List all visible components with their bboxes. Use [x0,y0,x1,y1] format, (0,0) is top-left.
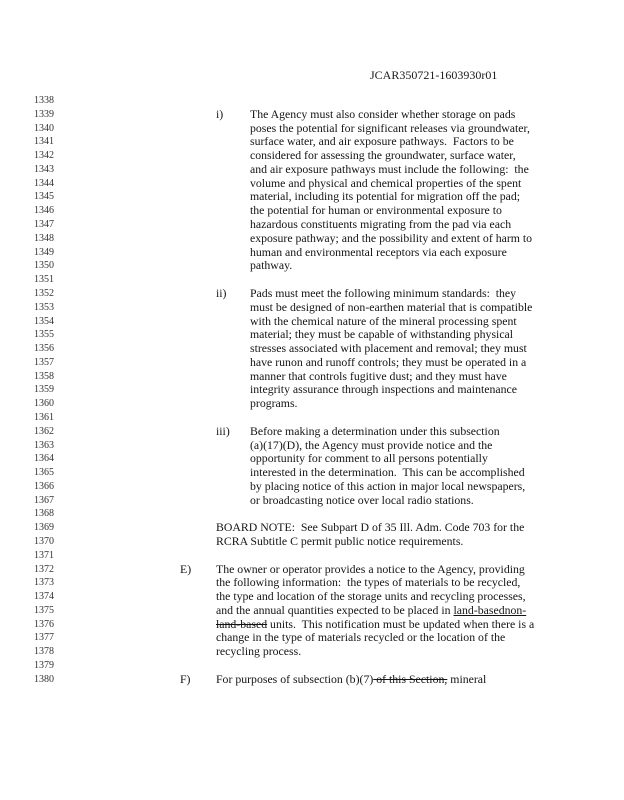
text-run: units. This notification must be updated when there is a [267,616,535,631]
line-number: 1349 [34,246,54,258]
line-text [250,342,527,356]
document-line [0,397,624,411]
deleted-text: land-based [216,616,268,631]
line-number: 1363 [34,439,54,451]
line-text [216,590,526,604]
line-number: 1376 [34,618,54,630]
text-run: integrity assurance through inspections and maintenance [250,382,517,397]
line-text [250,232,532,246]
line-number: 1371 [34,549,54,561]
document-body [0,94,624,687]
line-number: 1358 [34,370,54,382]
line-text [216,535,463,549]
deleted-text: of this Section, [373,671,448,686]
line-text [250,439,492,453]
line-text [250,383,517,397]
blank-line [0,507,624,521]
line-text [216,645,301,659]
blank-line [0,549,624,563]
line-text [250,328,513,342]
line-text [250,190,520,204]
line-number: 1375 [34,604,54,616]
line-text [250,204,502,218]
text-run: with the chemical nature of the mineral processing spent [250,313,517,328]
document-line [0,645,624,659]
text-run: stresses associated with placement and removal; they must [250,341,527,356]
document-line [0,135,624,149]
document-line [0,259,624,273]
line-number: 1344 [34,177,54,189]
document-line [0,535,624,549]
document-id-header: JCAR350721-1603930r01 [370,68,498,82]
text-run: Before making a determination under this subsection [250,423,500,438]
text-run: Pads must meet the following minimum standards: they [250,285,517,300]
text-run: by placing notice of this action in major local newspapers, [250,478,526,493]
document-line [0,232,624,246]
text-run: mineral [447,671,487,686]
line-text [250,480,525,494]
blank-line [0,659,624,673]
text-run: RCRA Subtitle C permit public notice requirements. [216,534,464,548]
text-run: material, including its potential for migration off the pad; [250,189,521,204]
line-text [250,397,298,411]
item-label: ii) [216,285,227,300]
text-run: poses the potential for significant releases via groundwater, [250,120,530,135]
document-line [0,149,624,163]
text-run: surface water, and air exposure pathways. Factors to be [250,134,514,149]
line-number: 1368 [34,508,54,520]
document-line [0,439,624,453]
document-line [0,328,624,342]
line-text [216,521,524,535]
document-line [0,177,624,191]
document-line [0,631,624,645]
line-number: 1367 [34,494,54,506]
document-line [0,356,624,370]
line-number: 1379 [34,660,54,672]
line-number: 1347 [34,219,54,231]
text-run: hazardous constituents migrating from the pad via each [250,217,512,232]
line-number: 1351 [34,274,54,286]
line-text [216,618,534,632]
text-run: have runon and runoff controls; they must be operated in a [250,354,527,369]
line-text [250,356,526,370]
line-number: 1353 [34,301,54,313]
line-text [250,218,511,232]
line-number: 1366 [34,480,54,492]
item-label: E) [180,561,192,576]
document-line [0,246,624,260]
item-label: F) [180,671,191,686]
line-text [250,259,292,273]
line-number: 1372 [34,563,54,575]
document-line [0,590,624,604]
text-run: exposure pathway; and the possibility and extent of harm to [250,230,533,245]
text-run: programs. [250,396,298,411]
line-number: 1341 [34,136,54,148]
text-run: the type and location of the storage units and recycling processes, [216,589,526,604]
line-number: 1357 [34,356,54,368]
line-text [250,177,521,191]
line-number: 1354 [34,315,54,327]
text-run: BOARD NOTE: See Subpart D of 35 Ill. Adm. Code 703 for the [216,520,525,535]
line-number: 1373 [34,577,54,589]
document-line [0,287,624,301]
document-line [0,618,624,632]
blank-line [0,273,624,287]
line-text [216,673,486,687]
line-number: 1356 [34,343,54,355]
text-run: (a)(17)(D), the Agency must provide notice and the [250,437,493,452]
document-line [0,190,624,204]
document-line [0,452,624,466]
item-label: i) [216,106,224,121]
text-run: and air exposure pathways must include the following: the [250,161,529,176]
text-run: material; they must be capable of withstanding physical [250,327,514,342]
line-text [250,315,517,329]
document-line [0,301,624,315]
text-run: considered for assessing the groundwater, surface water, [250,148,516,163]
line-text [216,563,525,577]
item-label: iii) [216,423,230,438]
text-run: human and environmental receptors via each exposure [250,244,507,259]
line-text [250,452,488,466]
line-text [216,604,526,618]
document-line [0,425,624,439]
line-number: 1348 [34,232,54,244]
line-number: 1355 [34,329,54,341]
text-run: change in the type of materials recycled or the location of the [216,630,506,645]
line-text [250,122,530,136]
line-number: 1364 [34,453,54,465]
line-number: 1378 [34,646,54,658]
text-run: and the annual quantities expected to be placed in [216,602,454,617]
text-run: or broadcasting notice over local radio stations. [250,492,474,507]
line-text [250,149,516,163]
document-line [0,576,624,590]
text-run: opportunity for comment to all persons potentially [250,451,488,466]
text-run: must be designed of non-earthen material that is compatible [250,299,533,314]
document-line [0,383,624,397]
document-line [0,494,624,508]
line-number: 1374 [34,591,54,603]
document-line [0,480,624,494]
line-number: 1370 [34,536,54,547]
document-line [0,108,624,122]
line-number: 1359 [34,384,54,396]
line-text [250,135,514,149]
text-run: pathway. [250,258,293,273]
document-line [0,122,624,136]
line-number: 1350 [34,260,54,272]
document-line [0,466,624,480]
line-number: 1369 [34,522,54,534]
line-number: 1380 [34,673,54,685]
text-run: The owner or operator provides a notice to the Agency, providing [216,561,525,576]
line-number: 1361 [34,411,54,423]
line-number: 1339 [34,108,54,120]
text-run: For purposes of subsection (b)(7) [216,671,374,686]
line-number: 1338 [34,95,54,106]
document-line [0,604,624,618]
text-run: recycling process. [216,644,302,659]
document-line [0,521,624,535]
line-text [250,370,507,384]
text-run: volume and physical and chemical properties of the spent [250,175,522,190]
line-number: 1342 [34,150,54,162]
line-number: 1343 [34,163,54,175]
document-line [0,342,624,356]
line-text [250,287,516,301]
document-line [0,204,624,218]
document-line [0,218,624,232]
inserted-text: land-basednon- [453,602,527,617]
line-text [250,466,525,480]
line-number: 1377 [34,632,54,644]
text-run: the following information: the types of materials to be recycled, [216,575,521,590]
line-number: 1352 [34,287,54,299]
text-run: manner that controls fugitive dust; and they must have [250,368,507,383]
line-text [250,301,532,315]
blank-line [0,411,624,425]
text-run: interested in the determination. This can be accomplished [250,465,525,480]
line-text [216,631,505,645]
line-number: 1360 [34,398,54,410]
text-run: the potential for human or environmental exposure to [250,203,502,218]
line-number: 1340 [34,122,54,134]
line-number: 1362 [34,425,54,437]
blank-line [0,94,624,108]
text-run: The Agency must also consider whether storage on pads [250,106,516,121]
line-text [250,108,515,122]
document-line [0,163,624,177]
line-text [216,576,520,590]
line-text [250,425,500,439]
line-number: 1345 [34,191,54,203]
document-line [0,673,624,687]
document-line [0,370,624,384]
line-text [250,163,529,177]
document-line [0,315,624,329]
line-number: 1365 [34,467,54,479]
line-text [250,494,474,508]
line-number: 1346 [34,205,54,217]
document-line [0,563,624,577]
line-text [250,246,507,260]
